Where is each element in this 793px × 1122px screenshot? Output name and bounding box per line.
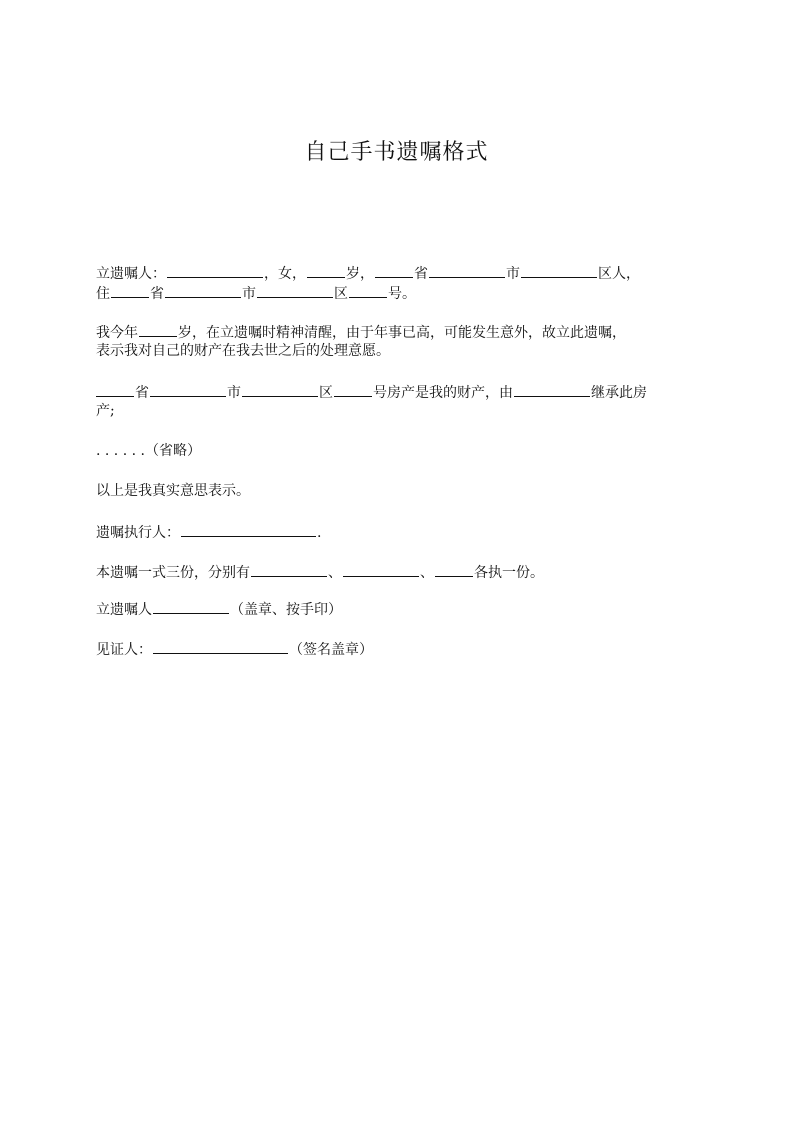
heir-blank bbox=[514, 381, 590, 397]
residence-city-blank bbox=[165, 282, 241, 298]
city-blank bbox=[429, 262, 505, 278]
this-year-label: 我今年 bbox=[96, 325, 138, 341]
province-blank bbox=[375, 262, 413, 278]
residence-number-blank bbox=[349, 282, 387, 298]
residence-city-label: 市 bbox=[242, 286, 256, 302]
holder-2-blank bbox=[343, 561, 419, 577]
property-district-blank bbox=[242, 381, 318, 397]
copies-end-text: 各执一份。 bbox=[474, 565, 544, 581]
executor-period: . bbox=[317, 525, 322, 541]
executor-label: 遗嘱执行人： bbox=[96, 525, 180, 541]
paragraph-line bbox=[96, 321, 696, 341]
testator-signature-label: 立遗嘱人 bbox=[96, 602, 152, 618]
witness-blank bbox=[153, 638, 288, 654]
property-province-blank bbox=[96, 381, 134, 397]
property-province-label: 省 bbox=[135, 385, 149, 401]
city-label: 市 bbox=[506, 266, 520, 282]
gender-text: ，女， bbox=[264, 266, 306, 282]
paragraph-line bbox=[96, 381, 696, 401]
paragraph-line bbox=[96, 262, 696, 282]
omitted-paragraph: . . . . . .（省略） bbox=[96, 443, 201, 459]
testator-info-paragraph bbox=[96, 262, 696, 302]
executor-paragraph bbox=[96, 521, 696, 543]
holder-3-blank bbox=[435, 561, 473, 577]
document-title: 自己手书遗嘱格式 bbox=[304, 140, 489, 165]
property-number-blank bbox=[334, 381, 372, 397]
copies-text: 本遗嘱一式三份，分别有 bbox=[96, 565, 250, 581]
testator-signature-blank bbox=[153, 598, 229, 614]
inherit-text: 继承此房 bbox=[591, 385, 647, 401]
property-paragraph bbox=[96, 381, 696, 421]
name-blank bbox=[167, 262, 263, 278]
declaration-paragraph: 以上是我真实意思表示。 bbox=[96, 483, 250, 499]
holder-1-blank bbox=[251, 561, 327, 577]
residence-province-blank bbox=[111, 282, 149, 298]
property-city-blank bbox=[150, 381, 226, 397]
intent-paragraph bbox=[96, 321, 696, 361]
province-label: 省 bbox=[414, 266, 428, 282]
district-label: 区人， bbox=[598, 266, 640, 282]
residence-district-blank bbox=[257, 282, 333, 298]
paragraph-line: 产; bbox=[96, 403, 115, 419]
paragraph-line bbox=[96, 282, 696, 302]
property-district-label: 区 bbox=[319, 385, 333, 401]
age-blank bbox=[307, 262, 345, 278]
district-blank bbox=[521, 262, 597, 278]
residence-number-label: 号。 bbox=[388, 286, 416, 302]
intent-text: 岁，在立遗嘱时精神清醒，由于年事已高，可能发生意外，故立此遗嘱， bbox=[178, 325, 626, 341]
witness-sign-note: （签名盖章） bbox=[289, 642, 373, 658]
copies-paragraph bbox=[96, 561, 696, 583]
current-age-blank bbox=[139, 321, 177, 337]
residence-label: 住 bbox=[96, 286, 110, 302]
separator-2: 、 bbox=[420, 565, 434, 581]
separator-1: 、 bbox=[328, 565, 342, 581]
paragraph-line: 表示我对自己的财产在我去世之后的处理意愿。 bbox=[96, 343, 390, 359]
testator-label: 立遗嘱人： bbox=[96, 266, 166, 282]
residence-province-label: 省 bbox=[150, 286, 164, 302]
property-ownership-text: 号房产是我的财产，由 bbox=[373, 385, 513, 401]
seal-note: （盖章、按手印） bbox=[230, 602, 342, 618]
executor-blank bbox=[181, 521, 316, 537]
age-unit: 岁， bbox=[346, 266, 374, 282]
testator-signature-paragraph bbox=[96, 598, 696, 620]
residence-district-label: 区 bbox=[334, 286, 348, 302]
property-city-label: 市 bbox=[227, 385, 241, 401]
witness-paragraph bbox=[96, 638, 696, 660]
witness-label: 见证人： bbox=[96, 642, 152, 658]
